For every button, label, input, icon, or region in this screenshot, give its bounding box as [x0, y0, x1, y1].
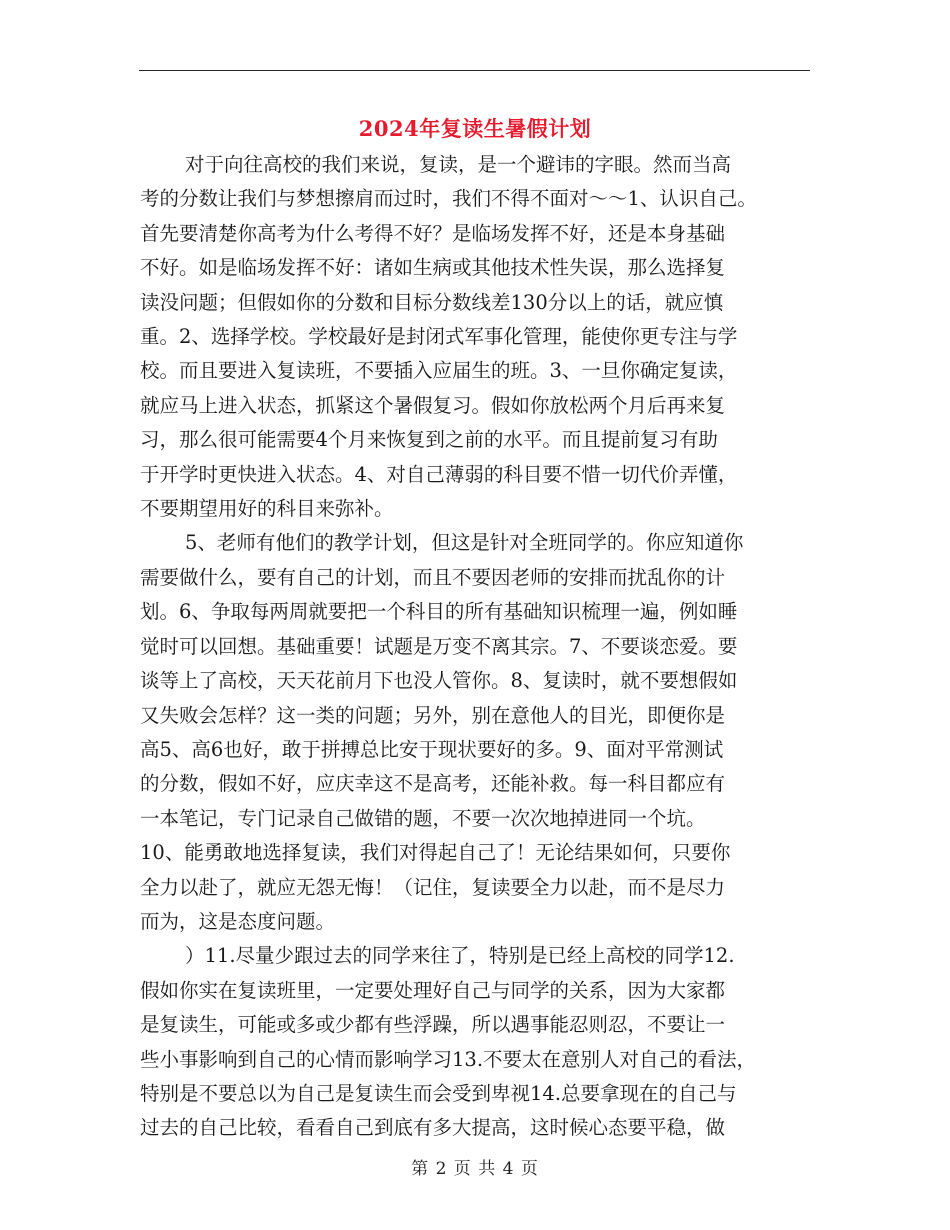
- text-line: 高5、高6也好，敢于拼搏总比安于现状要好的多。9、面对平常测试: [140, 737, 724, 761]
- text-line: 一本笔记，专门记录自己做错的题，不要一次次地掉进同一个坑。: [140, 806, 706, 830]
- text-line: 重。2、选择学校。学校最好是封闭式军事化管理，能使你更专注与学: [140, 325, 738, 349]
- text-line: 5、老师有他们的教学计划，但这是针对全班同学的。你应知道你: [185, 531, 744, 555]
- text-line: 于开学时更快进入状态。4、对自己薄弱的科目要不惜一切代价弄懂，: [140, 462, 738, 486]
- page-number-footer: 第 2 页 共 4 页: [411, 1159, 539, 1179]
- text-line: 读没问题；但假如你的分数和目标分数线差130分以上的话，就应慎: [140, 290, 724, 314]
- text-line: 对于向往高校的我们来说，复读，是一个避讳的字眼。然而当高: [185, 153, 732, 176]
- text-line: 校。而且要进入复读班，不要插入应届生的班。3、一旦你确定复读，: [140, 359, 738, 383]
- text-line: 谈等上了高校，天天花前月下也没人管你。8、复读时，就不要想假如: [140, 669, 738, 693]
- text-line: 考的分数让我们与梦想擦肩而过时，我们不得不面对～～1、认识自己。: [140, 187, 757, 211]
- text-line: 而为，这是态度问题。: [140, 909, 336, 933]
- text-line: 些小事影响到自己的心情而影响学习13.不要太在意别人对自己的看法，: [140, 1047, 757, 1071]
- text-line: 不好。如是临场发挥不好：诸如生病或其他技术性失误，那么选择复: [140, 256, 726, 280]
- text-line: 需要做什么，要有自己的计划，而且不要因老师的安排而扰乱你的计: [140, 565, 726, 589]
- text-line: 的分数，假如不好，应庆幸这不是高考，还能补救。每一科目都应有: [140, 772, 726, 796]
- text-line: 觉时可以回想。基础重要！试题是万变不离其宗。7、不要谈恋爱。要: [140, 634, 738, 658]
- text-line: 特别是不要总以为自己是复读生而会受到卑视14.总要拿现在的自己与: [140, 1081, 737, 1105]
- paragraph-2: [140, 526, 812, 939]
- text-line: 10、能勇敢地选择复读，我们对得起自己了！无论结果如何，只要你: [140, 841, 731, 865]
- header-rule: [139, 70, 810, 71]
- document-body: [140, 148, 812, 1146]
- paragraph-1: [140, 148, 812, 526]
- text-line: 不要期望用好的科目来弥补。: [140, 497, 394, 521]
- text-line: 就应马上进入状态，抓紧这个暑假复习。假如你放松两个月后再来复: [140, 393, 726, 417]
- text-line: 是复读生，可能或多或少都有些浮躁，所以遇事能忍则忍，不要让一: [140, 1013, 726, 1037]
- text-line: ）11.尽量少跟过去的同学来往了，特别是已经上高校的同学12.: [185, 944, 735, 968]
- text-line: 全力以赴了，就应无怨无悔！（记住，复读要全力以赴，而不是尽力: [140, 875, 726, 899]
- text-line: 习，那么很可能需要4个月来恢复到之前的水平。而且提前复习有助: [140, 428, 718, 452]
- text-line: 首先要清楚你高考为什么考得不好？是临场发挥不好，还是本身基础: [140, 221, 726, 245]
- text-line: 划。6、争取每两周就要把一个科目的所有基础知识梳理一遍，例如睡: [140, 600, 738, 624]
- text-line: 过去的自己比较，看看自己到底有多大提高，这时候心态要平稳，做: [140, 1116, 726, 1140]
- paragraph-3: [140, 939, 812, 1145]
- page-title: 2024年复读生暑假计划: [358, 116, 592, 141]
- text-line: 假如你实在复读班里，一定要处理好自己与同学的关系，因为大家都: [140, 978, 726, 1002]
- text-line: 又失败会怎样？这一类的问题；另外，别在意他人的目光，即便你是: [140, 703, 726, 727]
